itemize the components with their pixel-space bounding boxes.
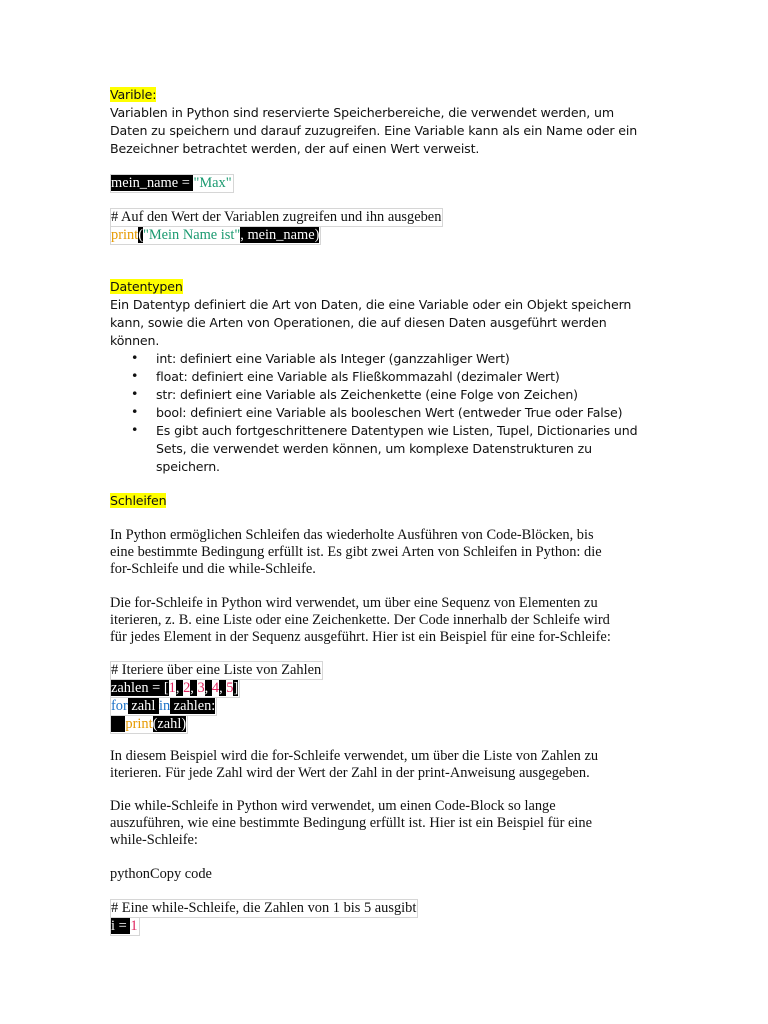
paragraph-line: Bezeichner betrachtet werden, der auf einen Wert verweist. [110,141,480,156]
bullet-icon: • [131,404,139,419]
list-item: Es gibt auch fortgeschrittenere Datentypen wie Listen, Tupel, Dictionaries und [156,423,638,438]
paragraph-line: Ein Datentyp definiert die Art von Daten, die eine Variable oder ein Objekt speichern [110,297,632,312]
paragraph-line: iterieren, z. B. eine Liste oder eine Zeichenkette. Der Code innerhalb der Schleife wird [110,612,610,628]
paragraph-line: können. [110,333,160,348]
list-item: float: definiert eine Variable als Fließkommazahl (dezimaler Wert) [156,369,560,384]
code-comment: # Iteriere über eine Liste von Zahlen [111,662,322,678]
code-line-print: print("Mein Name ist", mein_name) [111,227,320,243]
list-item: bool: definiert eine Variable als booleschen Wert (entweder True oder False) [156,405,623,420]
paragraph-line: kann, sowie die Arten von Operationen, die auf diesen Daten ausgeführt werden [110,315,607,330]
paragraph-line: while-Schleife: [110,832,198,848]
list-item: int: definiert eine Variable als Integer (ganzzahliger Wert) [156,351,510,366]
list-item-continuation: speichern. [156,459,220,474]
paragraph-line: auszuführen, wie eine bestimmte Bedingung erfüllt ist. Hier ist ein Beispiel für eine [110,815,592,831]
code-line-for: for zahl in zahlen: [111,698,216,714]
paragraph-line: iterieren. Für jede Zahl wird der Wert der Zahl in der print-Anweisung ausgegeben. [110,765,590,781]
paragraph-line: für jedes Element in der Sequenz ausgeführt. Hier ist ein Beispiel für eine for-Schleife: [110,629,611,645]
heading-datentypen: Datentypen [110,279,183,294]
code-line-list: zahlen = [1, 2, 3, 4, 5] [111,680,239,696]
copy-code-label: pythonCopy code [110,866,212,882]
bullet-icon: • [131,386,139,401]
list-item-continuation: Sets, die verwendet werden können, um komplexe Datenstrukturen zu [156,441,592,456]
paragraph-line: In diesem Beispiel wird die for-Schleife verwendet, um über die Liste von Zahlen zu [110,748,599,764]
paragraph-line: eine bestimmte Bedingung erfüllt ist. Es gibt zwei Arten von Schleifen in Python: die [110,544,602,560]
paragraph-line: Die while-Schleife in Python wird verwendet, um einen Code-Block so lange [110,798,556,814]
code-line-init: i = 1 [111,918,138,934]
code-comment: # Eine while-Schleife, die Zahlen von 1 bis 5 ausgibt [111,900,417,916]
list-item: str: definiert eine Variable als Zeichenkette (eine Folge von Zeichen) [156,387,578,402]
bullet-icon: • [131,350,139,365]
paragraph-line: for-Schleife und die while-Schleife. [110,561,316,577]
code-comment: # Auf den Wert der Variablen zugreifen und ihn ausgeben [111,209,442,225]
paragraph-line: Die for-Schleife in Python wird verwendet, um über eine Sequenz von Elementen zu [110,595,598,611]
bullet-icon: • [131,422,139,437]
heading-schleifen: Schleifen [110,493,167,508]
code-line-print: print(zahl) [110,715,188,733]
heading-variable: Varible: [110,87,157,102]
paragraph-line: Daten zu speichern und darauf zuzugreifen. Eine Variable kann als ein Name oder ein [110,123,638,138]
bullet-icon: • [131,368,139,383]
paragraph-line: In Python ermöglichen Schleifen das wiederholte Ausführen von Code-Blöcken, bis [110,527,594,543]
paragraph-line: Variablen in Python sind reservierte Speicherbereiche, die verwendet werden, um [110,105,614,120]
code-line-assignment: mein_name = "Max" [111,175,232,191]
